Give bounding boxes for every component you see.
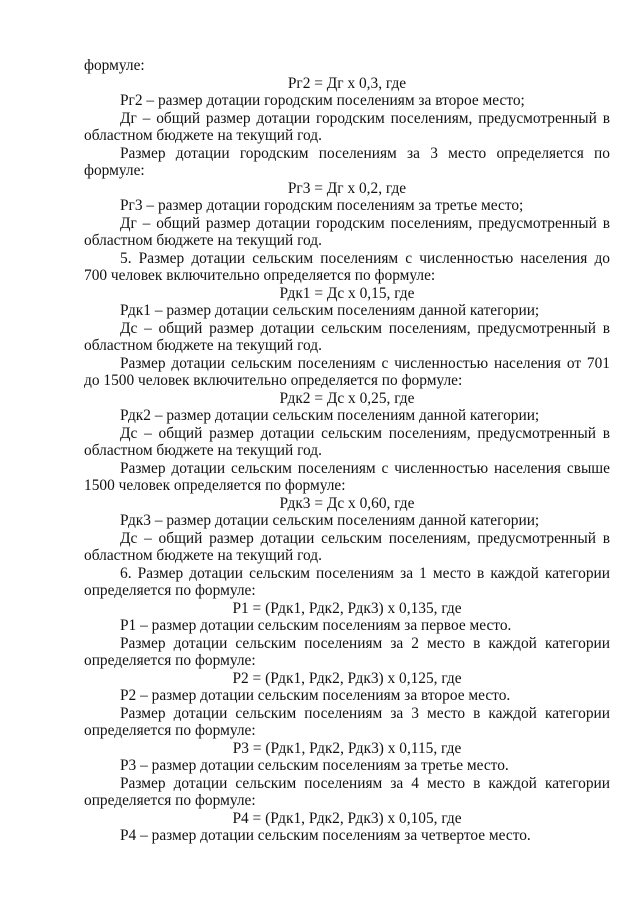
paragraph: Размер дотации сельским поселениям с численностью населения свыше 1500 человек определяется по формуле: bbox=[84, 459, 610, 494]
paragraph: Размер дотации городским поселениям за 3 место определяется по формуле: bbox=[84, 144, 610, 179]
document-body bbox=[84, 57, 610, 845]
paragraph: Рдк3 – размер дотации сельским поселениям данной категории; bbox=[120, 512, 540, 529]
formula-line: Рдк3 = Дс х 0,60, где bbox=[279, 494, 415, 512]
paragraph: Дс – общий размер дотации сельским поселениям, предусмотренный в областном бюджете на текущий год. bbox=[84, 424, 610, 459]
paragraph: Р4 – размер дотации сельским поселениям за четвертое место. bbox=[120, 827, 531, 844]
formula-line: Р3 = (Рдк1, Рдк2, Рдк3) х 0,115, где bbox=[232, 739, 462, 757]
paragraph: Размер дотации сельским поселениям за 4 место в каждой категории определяется по формуле: bbox=[84, 774, 610, 809]
formula-line: Рг3 = Дг х 0,2, где bbox=[287, 179, 407, 197]
paragraph: Размер дотации сельским поселениям за 2 место в каждой категории определяется по формуле: bbox=[84, 634, 610, 669]
paragraph: Р1 – размер дотации сельским поселениям за первое место. bbox=[120, 617, 512, 634]
paragraph: Р2 – размер дотации сельским поселениям за второе место. bbox=[120, 687, 511, 704]
paragraph: Рг2 – размер дотации городским поселениям за второе место; bbox=[120, 92, 525, 109]
formula-line: Р1 = (Рдк1, Рдк2, Рдк3) х 0,135, где bbox=[232, 599, 462, 617]
paragraph: формуле: bbox=[84, 57, 145, 74]
formula-line: Р4 = (Рдк1, Рдк2, Рдк3) х 0,105, где bbox=[232, 809, 462, 827]
paragraph: Размер дотации сельским поселениям за 3 место в каждой категории определяется по формуле: bbox=[84, 704, 610, 739]
formula-line: Р2 = (Рдк1, Рдк2, Рдк3) х 0,125, где bbox=[232, 669, 462, 687]
paragraph: Рдк1 – размер дотации сельским поселениям данной категории; bbox=[120, 302, 540, 319]
formula-line: Рг2 = Дг х 0,3, где bbox=[287, 74, 407, 92]
paragraph: Дс – общий размер дотации сельским поселениям, предусмотренный в областном бюджете на текущий год. bbox=[84, 319, 610, 354]
paragraph: 5. Размер дотации сельским поселениям с численностью населения до 700 человек включительно определяется по формуле: bbox=[84, 249, 610, 284]
paragraph: Дс – общий размер дотации сельским поселениям, предусмотренный в областном бюджете на текущий год. bbox=[84, 529, 610, 564]
paragraph: Размер дотации сельским поселениям с численностью населения от 701 до 1500 человек включительно определяется по формуле: bbox=[84, 354, 610, 389]
paragraph: Рдк2 – размер дотации сельским поселениям данной категории; bbox=[120, 407, 540, 424]
paragraph: 6. Размер дотации сельским поселениям за 1 место в каждой категории определяется по формуле: bbox=[84, 564, 610, 599]
formula-line: Рдк1 = Дс х 0,15, где bbox=[279, 284, 415, 302]
paragraph: Дг – общий размер дотации городским поселениям, предусмотренный в областном бюджете на текущий год. bbox=[84, 214, 610, 249]
paragraph: Р3 – размер дотации сельским поселениям за третье место. bbox=[120, 757, 509, 774]
paragraph: Дг – общий размер дотации городским поселениям, предусмотренный в областном бюджете на текущий год. bbox=[84, 109, 610, 144]
formula-line: Рдк2 = Дс х 0,25, где bbox=[279, 389, 415, 407]
paragraph: Рг3 – размер дотации городским поселениям за третье место; bbox=[120, 197, 524, 214]
